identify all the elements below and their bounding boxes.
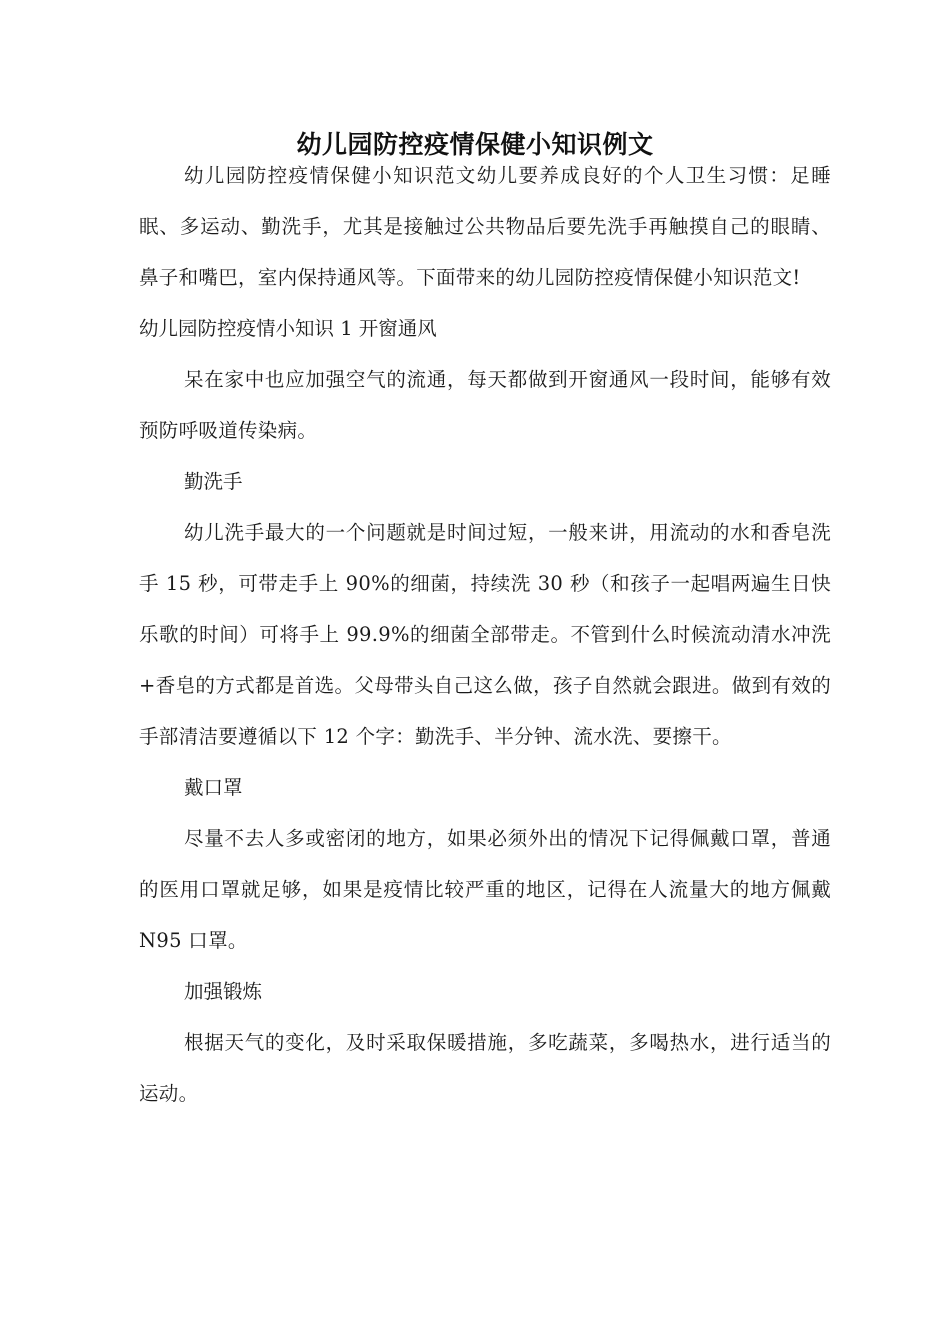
section-heading-handwashing: 勤洗手 [184, 470, 243, 493]
section-heading-exercise: 加强锻炼 [184, 980, 263, 1003]
intro-paragraph: 幼儿园防控疫情保健小知识范文幼儿要养成良好的个人卫生习惯：足睡眠、多运动、勤洗手，尤其是接触过公共物品后要先洗手再触摸自己的眼睛、鼻子和嘴巴，室内保持通风等。下面带来的幼儿园防控疫情保健小知识范文! [139, 164, 831, 289]
section-heading-ventilation: 幼儿园防控疫情小知识 1 开窗通风 [139, 317, 437, 340]
ventilation-paragraph: 呆在家中也应加强空气的流通，每天都做到开窗通风一段时间，能够有效预防呼吸道传染病。 [139, 368, 831, 442]
mask-paragraph: 尽量不去人多或密闭的地方，如果必须外出的情况下记得佩戴口罩，普通的医用口罩就足够，如果是疫情比较严重的地区，记得在人流量大的地方佩戴 N95 口罩。 [139, 827, 831, 952]
section-heading-mask: 戴口罩 [184, 776, 243, 799]
exercise-paragraph: 根据天气的变化，及时采取保暖措施，多吃蔬菜，多喝热水，进行适当的运动。 [139, 1031, 831, 1105]
document-body [139, 150, 831, 1119]
handwashing-paragraph: 幼儿洗手最大的一个问题就是时间过短，一般来讲，用流动的水和香皂洗手 15 秒，可带走手上 90%的细菌，持续洗 30 秒（和孩子一起唱两遍生日快乐歌的时间）可将手上 99.9%的细菌全部带走。不管到什么时候流动清水冲洗+香皂的方式都是首选。父母带头自己这么做，孩子自然就会跟进。做到有效的手部清洁要遵循以下 12 个字：勤洗手、半分钟、流水洗、要擦干。 [139, 521, 831, 748]
document-title: 幼儿园防控疫情保健小知识例文 [296, 129, 654, 159]
